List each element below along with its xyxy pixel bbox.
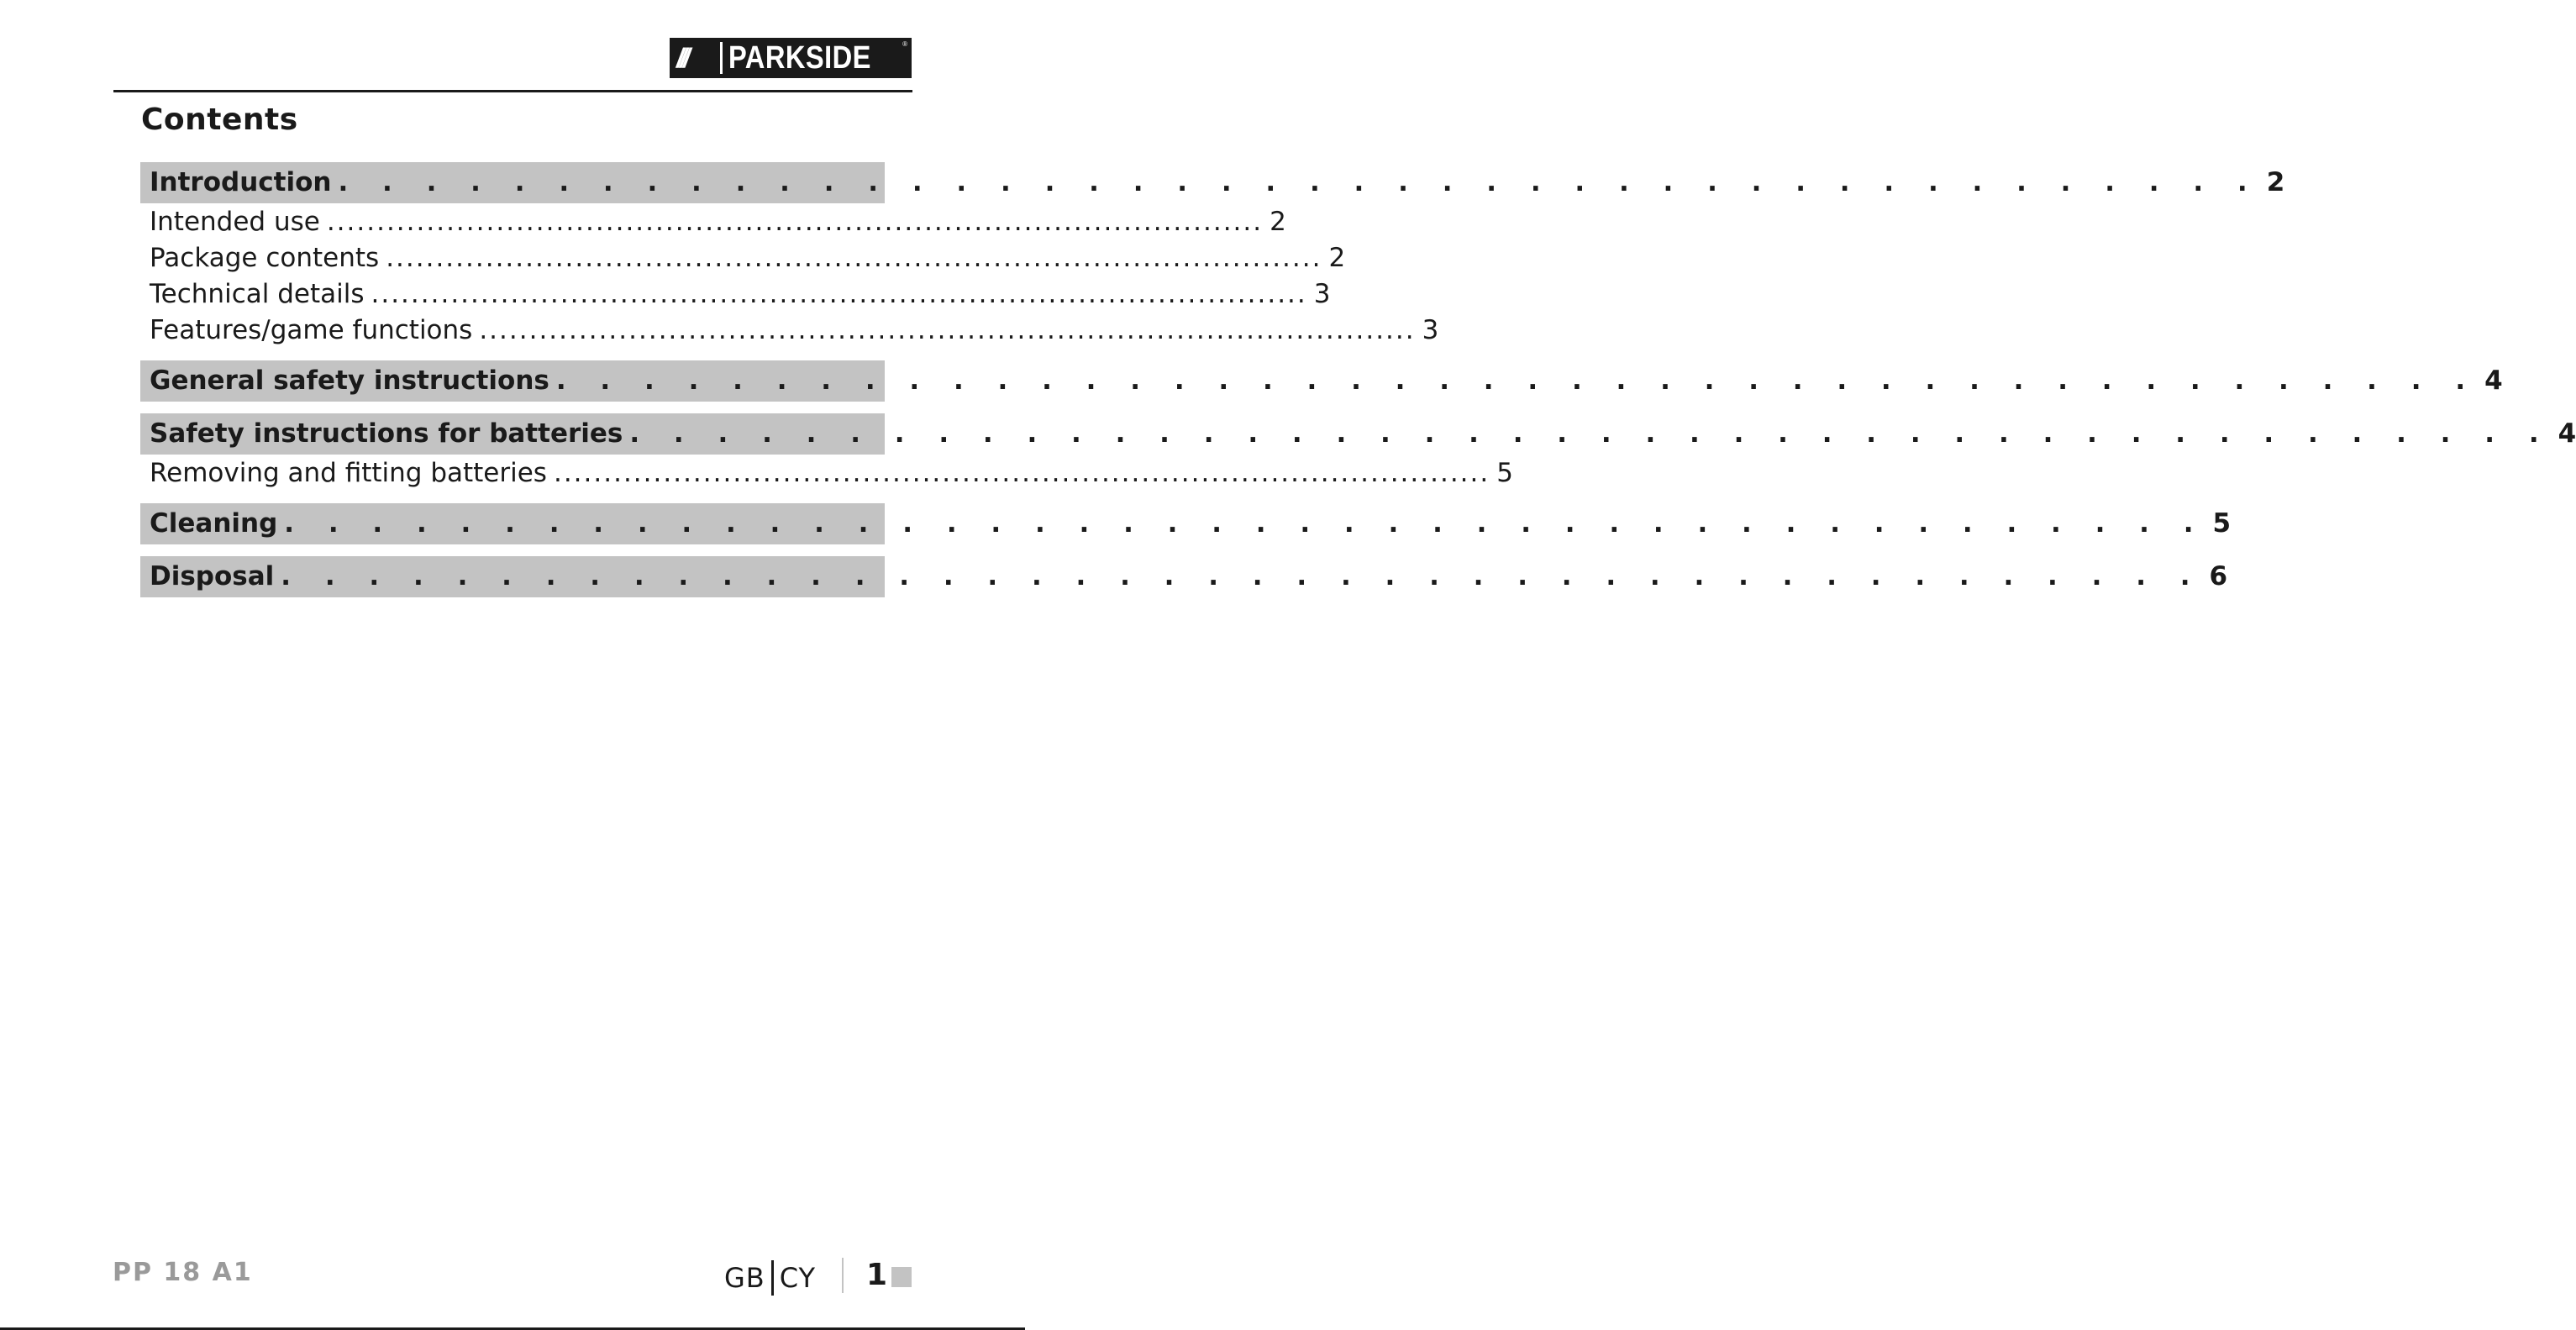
toc-dot-leader: .............................................................................................. [326, 207, 1264, 237]
toc-dot-leader: . . . . . . . . . . . . . . . . . . . . . . . . . . . . . . . . . . . . . . . . . . . . [555, 365, 2479, 396]
toc-dot-leader: .............................................................................................. [371, 279, 1307, 309]
toc-entry-features-game-functions[interactable] [140, 313, 1439, 349]
toc-entry-label: Intended use [150, 207, 320, 237]
toc-entry-page: 5 [2212, 508, 2232, 539]
toc-entry-page: 6 [2209, 561, 2228, 591]
toc-entry-removing-fitting-batteries[interactable] [140, 455, 1513, 492]
toc-entry-page: 2 [1328, 243, 1346, 273]
footer-lang-cy: CY [779, 1262, 817, 1294]
toc-dot-leader: .............................................................................................. [479, 315, 1416, 345]
toc-dot-leader: . . . . . . . . . . . . . . . . . . . . . . . . . . . . . . . . . . . . . . . . . . . . [338, 167, 2260, 197]
footer-lang-gb: GB [724, 1262, 765, 1294]
toc-entry-page: 2 [2266, 167, 2285, 197]
toc-entry-intended-use[interactable] [140, 204, 1286, 240]
toc-entry-page: 4 [2484, 365, 2503, 396]
footer-square-marker [891, 1267, 912, 1287]
toc-entry-page: 2 [1270, 207, 1286, 237]
toc-dot-leader: .............................................................................................. [386, 243, 1322, 273]
logo-divider [720, 42, 723, 74]
toc-entry-label: Package contents [150, 243, 380, 273]
table-of-contents [140, 162, 2576, 597]
footer-language-codes [724, 1260, 816, 1296]
toc-entry-general-safety-instructions[interactable] [140, 360, 2503, 402]
toc-entry-technical-details[interactable] [140, 276, 1331, 313]
logo-text: PARKSIDE [728, 39, 871, 76]
footer-lang-divider [771, 1260, 774, 1296]
toc-dot-leader: . . . . . . . . . . . . . . . . . . . . . . . . . . . . . . . . . . . . . . . . . . . . [281, 561, 2203, 591]
toc-entry-label: Technical details [150, 279, 365, 309]
footer-separator [842, 1258, 844, 1293]
logo-slashes: /// [676, 42, 686, 73]
toc-entry-page: 3 [1313, 279, 1331, 309]
toc-entry-label: Disposal [150, 561, 275, 591]
toc-entry-label: Introduction [150, 167, 332, 197]
toc-entry-introduction[interactable] [140, 162, 2285, 203]
toc-dot-leader: .............................................................................................. [553, 458, 1490, 488]
toc-dot-leader: . . . . . . . . . . . . . . . . . . . . . . . . . . . . . . . . . . . . . . . . . . . . [284, 508, 2206, 539]
page-title: Contents [141, 103, 298, 137]
toc-entry-label: Features/game functions [150, 315, 473, 345]
toc-entry-label: Cleaning [150, 508, 278, 539]
toc-entry-page: 4 [2558, 418, 2576, 449]
toc-entry-label: Safety instructions for batteries [150, 418, 623, 449]
toc-entry-page: 3 [1422, 315, 1439, 345]
toc-entry-page: 5 [1496, 458, 1513, 488]
parkside-logo [670, 38, 912, 78]
toc-entry-package-contents[interactable] [140, 240, 1346, 276]
toc-entry-disposal[interactable] [140, 556, 2228, 597]
toc-entry-safety-instructions-batteries[interactable] [140, 413, 2576, 455]
header-rule [113, 90, 912, 92]
registered-mark: ® [902, 40, 907, 48]
footer-page-number: 1 [866, 1258, 888, 1292]
footer-model-number: PP 18 A1 [113, 1258, 253, 1287]
toc-entry-label: Removing and fitting batteries [150, 458, 547, 488]
toc-entry-cleaning[interactable] [140, 503, 2232, 544]
toc-entry-label: General safety instructions [150, 365, 549, 396]
toc-dot-leader: . . . . . . . . . . . . . . . . . . . . . . . . . . . . . . . . . . . . . . . . . . . . [629, 418, 2552, 449]
